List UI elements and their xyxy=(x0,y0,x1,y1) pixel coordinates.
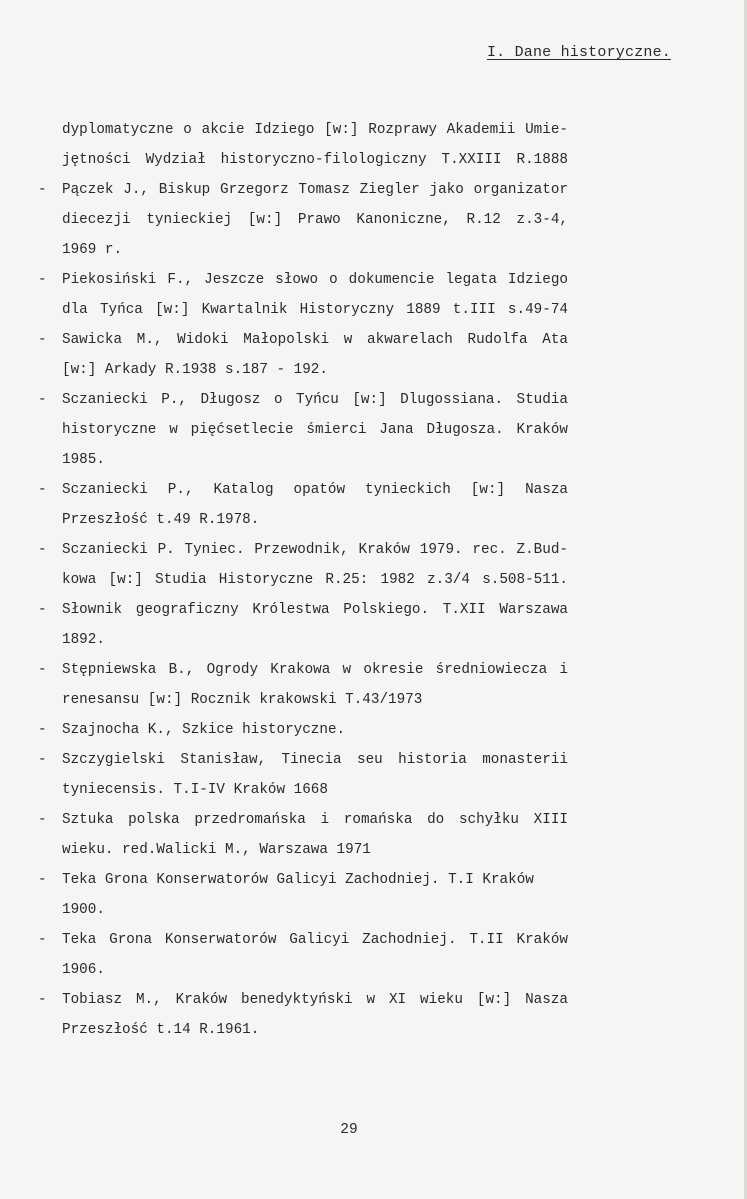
entry-line: Sczaniecki P., Katalog opatów tynieckich [w:] Nasza xyxy=(62,482,568,498)
entry-line: Szajnocha K., Szkice historyczne. xyxy=(62,722,346,738)
entry-text xyxy=(62,265,568,325)
page-number: 29 xyxy=(340,1122,358,1138)
bibliography-entry xyxy=(38,385,568,475)
bibliography-entry xyxy=(38,745,568,805)
entry-text xyxy=(62,595,568,655)
entry-dash: - xyxy=(38,482,47,498)
entry-line: Sczaniecki P., Długosz o Tyńcu [w:] Dlugossiana. Studia xyxy=(62,392,568,408)
entry-dash: - xyxy=(38,662,47,678)
entry-line: jętności Wydział historyczno-filologiczny T.XXIII R.1888 xyxy=(62,152,568,168)
entry-line: Teka Grona Konserwatorów Galicyi Zachodniej. T.II Kraków xyxy=(62,932,568,948)
entry-dash: - xyxy=(38,332,47,348)
entry-line: Sztuka polska przedromańska i romańska do schyłku XIII xyxy=(62,812,568,828)
entry-text xyxy=(62,655,568,715)
entry-line: 1892. xyxy=(62,632,105,648)
entry-line: Słownik geograficzny Królestwa Polskiego. T.XII Warszawa xyxy=(62,602,568,618)
bibliography-entry xyxy=(38,985,568,1045)
entry-text xyxy=(62,115,568,175)
entry-line: renesansu [w:] Rocznik krakowski T.43/1973 xyxy=(62,692,423,708)
entry-line: Piekosiński F., Jeszcze słowo o dokumencie legata Idziego xyxy=(62,272,568,288)
entry-text xyxy=(62,475,568,535)
entry-line: 1900. xyxy=(62,902,105,918)
entry-line: Sczaniecki P. Tyniec. Przewodnik, Kraków 1979. rec. Z.Bud- xyxy=(62,542,568,558)
entry-dash: - xyxy=(38,182,47,198)
entry-dash: - xyxy=(38,992,47,1008)
entry-line: Przeszłość t.14 R.1961. xyxy=(62,1022,260,1038)
entry-line: kowa [w:] Studia Historyczne R.25: 1982 z.3/4 s.508-511. xyxy=(62,572,568,588)
bibliography-entry xyxy=(38,325,568,385)
entry-text xyxy=(62,805,568,865)
entry-text xyxy=(62,385,568,475)
entry-dash: - xyxy=(38,542,47,558)
entry-dash: - xyxy=(38,932,47,948)
entry-text xyxy=(62,925,568,985)
entry-line: Stępniewska B., Ogrody Krakowa w okresie średniowiecza i xyxy=(62,662,568,678)
entry-line: Sawicka M., Widoki Małopolski w akwarelach Rudolfa Ata xyxy=(62,332,568,348)
entry-line: diecezji tynieckiej [w:] Prawo Kanoniczne, R.12 z.3-4, xyxy=(62,212,568,228)
entry-text xyxy=(62,175,568,265)
bibliography-entry xyxy=(38,265,568,325)
entry-dash: - xyxy=(38,722,47,738)
entry-text xyxy=(62,715,568,745)
entry-line: dla Tyńca [w:] Kwartalnik Historyczny 1889 t.III s.49-74 xyxy=(62,302,568,318)
entry-text xyxy=(62,865,568,925)
entry-line: historyczne w pięćsetlecie śmierci Jana Długosza. Kraków xyxy=(62,422,568,438)
entry-text xyxy=(62,325,568,385)
entry-line: 1969 r. xyxy=(62,242,123,258)
entry-line: Przeszłość t.49 R.1978. xyxy=(62,512,260,528)
running-header: I. Dane historyczne. xyxy=(486,44,671,61)
bibliography-entry xyxy=(38,865,568,925)
entry-line: Pączek J., Biskup Grzegorz Tomasz Ziegler jako organizator xyxy=(62,182,568,198)
bibliography-list xyxy=(38,115,568,1045)
bibliography-entry xyxy=(38,475,568,535)
entry-dash: - xyxy=(38,602,47,618)
entry-line: Szczygielski Stanisław, Tinecia seu historia monasterii xyxy=(62,752,568,768)
entry-dash: - xyxy=(38,272,47,288)
bibliography-entry xyxy=(38,715,568,745)
entry-line: 1985. xyxy=(62,452,105,468)
entry-line: [w:] Arkady R.1938 s.187 - 192. xyxy=(62,362,328,378)
entry-line: Teka Grona Konserwatorów Galicyi Zachodniej. T.I Kraków xyxy=(62,872,534,888)
bibliography-entry xyxy=(38,595,568,655)
entry-line: wieku. red.Walicki M., Warszawa 1971 xyxy=(62,842,371,858)
bibliography-entry xyxy=(38,535,568,595)
entry-text xyxy=(62,745,568,805)
entry-text xyxy=(62,535,568,595)
entry-line: dyplomatyczne o akcie Idziego [w:] Rozprawy Akademii Umie- xyxy=(62,122,568,138)
bibliography-entry xyxy=(38,655,568,715)
entry-dash: - xyxy=(38,812,47,828)
entry-line: Tobiasz M., Kraków benedyktyński w XI wieku [w:] Nasza xyxy=(62,992,568,1008)
entry-text xyxy=(62,985,568,1045)
bibliography-entry xyxy=(38,115,568,175)
entry-line: 1906. xyxy=(62,962,105,978)
entry-dash: - xyxy=(38,752,47,768)
bibliography-entry xyxy=(38,805,568,865)
entry-dash: - xyxy=(38,872,47,888)
bibliography-entry xyxy=(38,925,568,985)
entry-dash: - xyxy=(38,392,47,408)
bibliography-entry xyxy=(38,175,568,265)
entry-line: tyniecensis. T.I-IV Kraków 1668 xyxy=(62,782,328,798)
